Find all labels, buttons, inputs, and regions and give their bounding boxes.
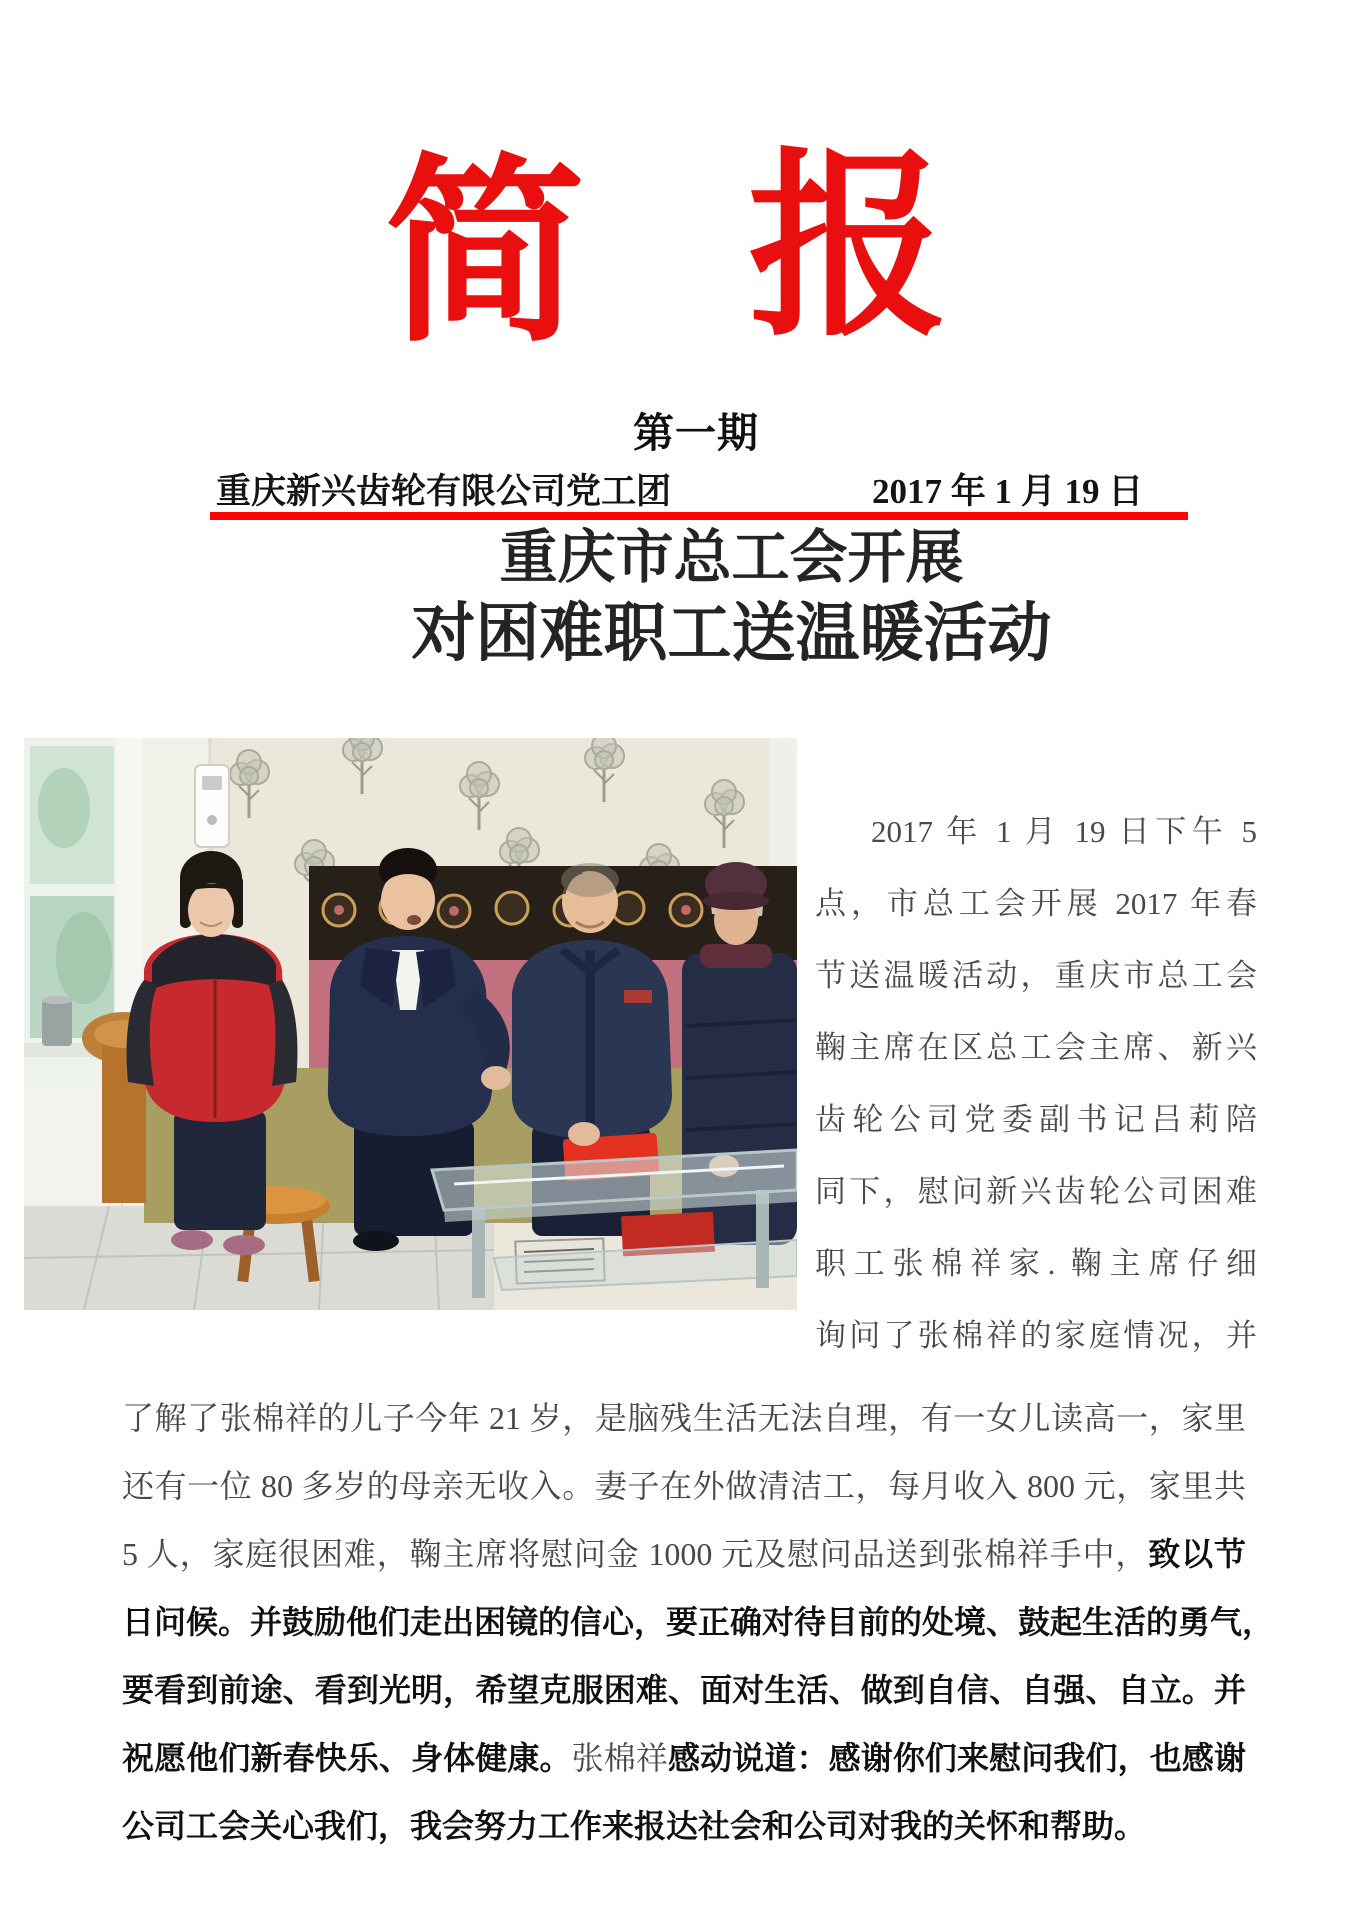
body-line [122,1724,1246,1792]
column-text [815,796,1257,1372]
column-line: 鞠主席在区总工会主席、新兴 [815,1030,1257,1065]
article-photo [24,738,797,1310]
article-heading-line2: 对困难职工送温暖活动 [411,597,1052,669]
masthead-rule [210,512,1188,520]
body-line [122,1384,1246,1452]
column-line: 节送温暖活动，重庆市总工会 [815,958,1257,993]
masthead-title-char-1: 简 [385,145,586,366]
photo-illustration [24,738,797,1310]
text-segment: 日问候。并鼓励他们走出困镜的信心，要正确对待目前的处境、鼓起生活的勇气， [122,1604,1275,1640]
body-line [122,1656,1246,1724]
column-line: 询问了张棉祥的家庭情况，并 [815,1318,1257,1353]
column-line: 职工张棉祥家. 鞠主席仔细 [815,1246,1257,1281]
body-text [122,1384,1275,1860]
text-segment: 公司工会关心我们，我会努力工作来报达社会和公司对我的关怀和帮助。 [122,1808,1147,1844]
text-segment: 了解了张棉祥的儿子今年 21 岁，是脑残生活无法自理，有一女儿读高一，家里 [122,1400,1246,1436]
article-heading-line1: 重庆市总工会开展 [499,525,964,590]
column-line: 齿轮公司党委副书记吕莉陪 [815,1102,1257,1137]
body-line [122,1520,1246,1588]
issue-number: 第一期 [633,410,759,456]
column-line: 2017 年 1 月 19 日下午 5 [871,814,1257,849]
masthead-title-char-2: 报 [748,139,949,360]
text-segment: 还有一位 80 多岁的母亲无收入。妻子在外做清洁工，每月收入 800 元，家里共 [122,1468,1246,1504]
body-line [122,1792,1246,1860]
publish-date: 2017 年 1 月 19 日 [872,472,1144,511]
text-segment: 致以节 [1148,1536,1246,1572]
text-segment: 要看到前途、看到光明，希望克服困难、面对生活、做到自信、自强、自立。并 [122,1672,1246,1708]
text-segment: 祝愿他们新春快乐、身体健康。 [122,1740,572,1776]
column-line: 点，市总工会开展 2017 年春 [815,886,1257,921]
text-segment: 感动说道：感谢你们来慰问我们，也感谢 [668,1740,1246,1776]
column-line: 同下，慰问新兴齿轮公司困难 [815,1174,1257,1209]
body-line [122,1452,1246,1520]
text-segment: 5 人，家庭很困难，鞠主席将慰问金 1000 元及慰问品送到张棉祥手中， [122,1536,1149,1572]
publisher-name: 重庆新兴齿轮有限公司党工团 [216,472,672,511]
body-line [122,1588,1275,1656]
text-segment: 张棉祥 [571,1740,668,1776]
